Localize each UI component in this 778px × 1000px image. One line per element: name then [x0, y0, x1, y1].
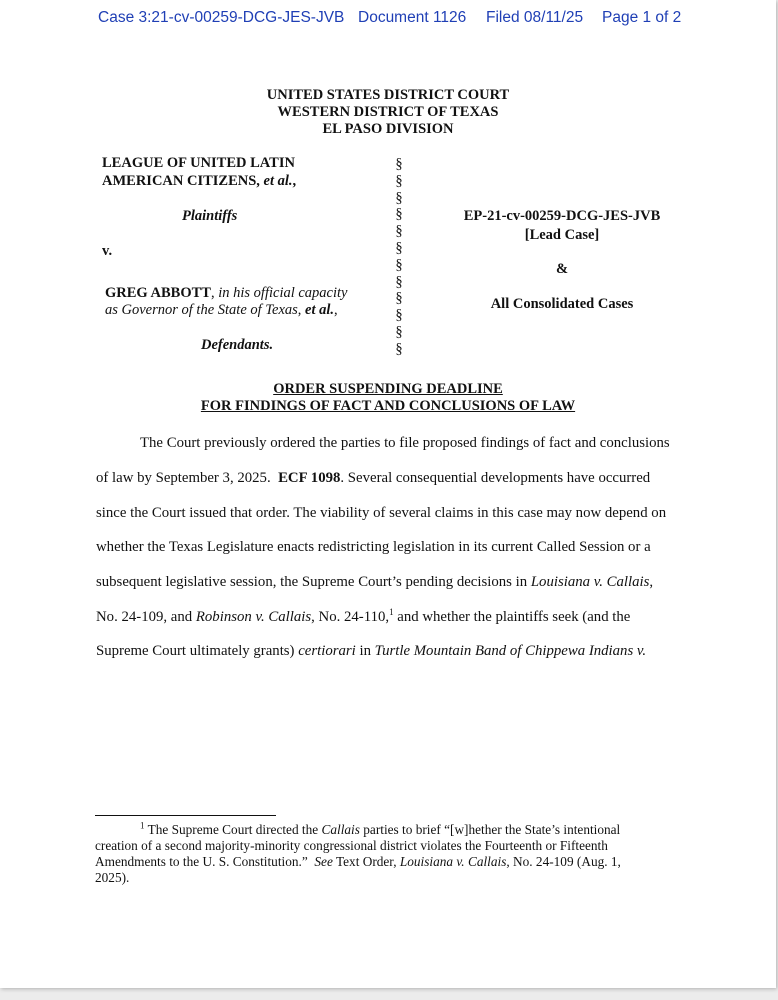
order-title-line1: ORDER SUSPENDING DEADLINE	[273, 381, 503, 397]
footnote-text: Text Order,	[335, 854, 397, 869]
case-number: EP-21-cv-00259-DCG-JES-JVB	[463, 208, 661, 224]
document-number-header: Document 1126	[358, 9, 467, 26]
defendants-label: Defendants.	[201, 337, 274, 353]
plaintiffs-label: Plaintiffs	[182, 208, 238, 224]
plaintiff-name-main: AMERICAN CITIZENS,	[102, 173, 260, 189]
footnote-case: Louisiana v. Callais	[399, 854, 507, 869]
footnote-line-1	[140, 822, 620, 838]
section-symbol: §	[395, 340, 403, 357]
ecf-citation: ECF 1098	[278, 470, 341, 486]
defendant-capacity-1: in his official capacity	[218, 285, 348, 301]
lead-case-label: [Lead Case]	[524, 227, 600, 243]
body-text: in	[359, 643, 371, 659]
defendant-name: GREG ABBOTT	[105, 285, 211, 301]
court-district: WESTERN DISTRICT OF TEXAS	[277, 104, 499, 120]
footnote-text: Amendments to the U. S. Constitution.”	[95, 854, 308, 869]
section-symbol: §	[395, 273, 403, 290]
certiorari-term: certiorari	[298, 643, 356, 659]
filed-date-header: Filed 08/11/25	[486, 9, 584, 26]
body-text: subsequent legislative session, the Supreme Court’s pending decisions in	[96, 574, 528, 590]
footnote-divider	[95, 815, 276, 816]
court-name: UNITED STATES DISTRICT COURT	[266, 87, 510, 103]
body-text: No. 24-109, and	[96, 609, 193, 625]
plaintiff-et-al: et al.	[263, 173, 293, 189]
filing-header	[0, 9, 778, 29]
body-line-5	[96, 574, 653, 591]
section-symbol: §	[395, 189, 403, 206]
section-symbol: §	[395, 172, 403, 189]
body-text: of law by September 3, 2025.	[96, 470, 271, 486]
footnote-text: parties to brief “[w]hether the State’s intentional	[363, 822, 621, 837]
section-symbol: §	[395, 223, 403, 240]
plaintiff-name-line1: LEAGUE OF UNITED LATIN	[102, 155, 295, 171]
footnote-number: 1	[140, 820, 145, 831]
body-line-1: The Court previously ordered the parties to file proposed findings of fact and conclusions	[140, 435, 670, 451]
footnote-line-2: creation of a second majority-minority congressional district violates the Fourteenth or Fifteenth	[95, 838, 608, 853]
section-symbol: §	[395, 323, 403, 340]
plaintiff-name-line2	[102, 173, 296, 190]
body-text: , No. 24-110,	[311, 609, 390, 625]
section-symbol: §	[395, 307, 403, 324]
case-citation: Louisiana v. Callais	[530, 574, 650, 590]
body-line-6	[96, 609, 630, 626]
plaintiff-comma: ,	[292, 173, 297, 189]
court-heading	[0, 87, 776, 138]
footnote-text: The Supreme Court directed the	[144, 822, 319, 837]
body-text: Supreme Court ultimately grants)	[96, 643, 295, 659]
body-text: and whether the plaintiffs seek (and the	[393, 609, 631, 625]
section-symbol: §	[395, 206, 403, 223]
body-line-7	[96, 643, 646, 660]
case-citation: Turtle Mountain Band of Chippewa Indians v.	[374, 643, 647, 659]
section-symbol: §	[395, 256, 403, 273]
case-citation: Robinson v. Callais	[195, 609, 312, 625]
consolidated-cases-label: All Consolidated Cases	[490, 296, 634, 312]
order-title	[0, 381, 776, 415]
section-symbol: §	[395, 239, 403, 256]
defendant-capacity-2: as Governor of the State of Texas	[105, 302, 298, 318]
case-number-header: Case 3:21-cv-00259-DCG-JES-JVB	[98, 9, 345, 26]
section-symbol: §	[395, 156, 403, 172]
ampersand: &	[555, 261, 569, 277]
order-title-line2: FOR FINDINGS OF FACT AND CONCLUSIONS OF LAW	[200, 398, 576, 414]
section-symbol: §	[395, 290, 403, 307]
court-division: EL PASO DIVISION	[322, 121, 454, 137]
versus: v.	[102, 243, 113, 259]
body-line-3: since the Court issued that order. The viability of several claims in this case may now depend on	[96, 505, 667, 521]
body-text: ,	[649, 574, 654, 590]
footnote-line-4: 2025).	[95, 870, 130, 885]
body-line-2	[96, 470, 650, 487]
defendant-line1: GREG ABBOTT, in his official capacity	[105, 285, 348, 301]
footnote-reference: 1	[389, 607, 394, 618]
footnote-line-3	[95, 854, 621, 870]
page-number-header: Page 1 of 2	[602, 9, 682, 26]
footnote-signal: See	[314, 854, 333, 869]
defendant-line2: as Governor of the State of Texas, et al.,	[105, 302, 338, 318]
body-text: . Several consequential developments have occurred	[340, 470, 651, 486]
body-line-4: whether the Texas Legislature enacts redistricting legislation in its current Called Session or a	[96, 539, 651, 555]
section-symbol-column	[392, 156, 406, 358]
defendant-et-al: et al.	[305, 302, 335, 318]
footnote-case: Callais	[321, 822, 360, 837]
footnote-text: , No. 24-109 (Aug. 1,	[506, 854, 621, 869]
